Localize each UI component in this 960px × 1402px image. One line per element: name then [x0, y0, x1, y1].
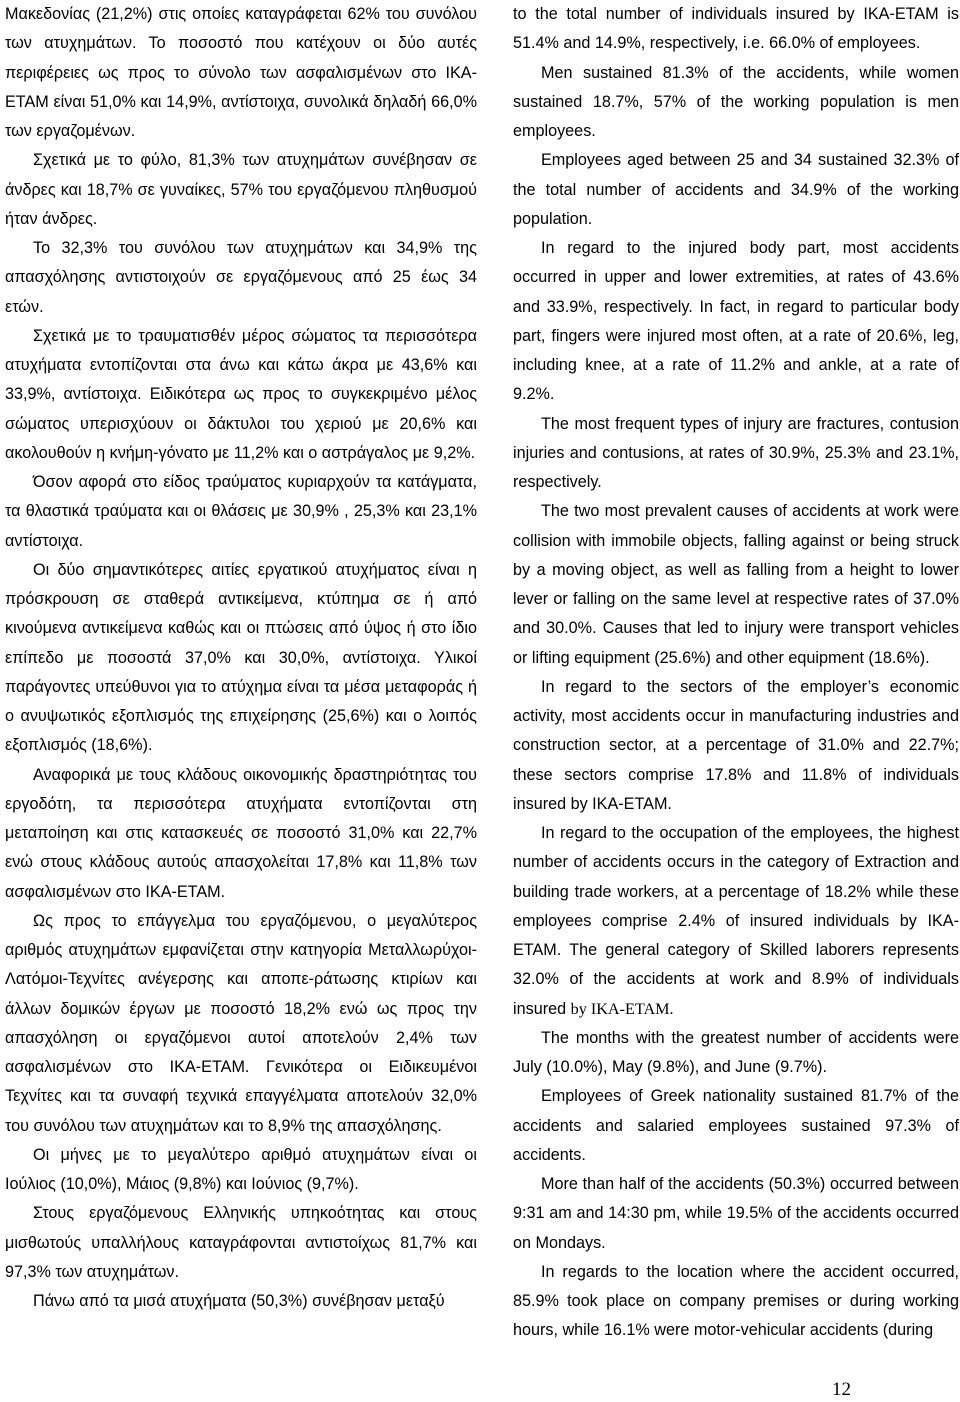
- greek-paragraph-1: Μακεδονίας (21,2%) στις οποίες καταγράφεται 62% του συνόλου των ατυχημάτων. Το ποσοστό που κατέχουν οι δύο αυτές περιφέρειες ως προς το σύνολο των ασφαλισμένων στο ΙΚΑ-ΕΤΑΜ είναι 51,0% και 14,9%, αντίστοιχα, συνολικά δηλαδή 66,0% των εργαζομένων.: [5, 5, 477, 140]
- english-paragraph-8: [513, 819, 959, 1024]
- english-paragraph-12: In regards to the location where the accident occurred, 85.9% took place on company premises or during working hours, while 16.1% were motor-vehicular accidents (during: [513, 1262, 959, 1340]
- english-paragraph-11: More than half of the accidents (50.3%) occurred between 9:31 am and 14:30 pm, while 19.5% of the accidents occurred on Mondays.: [513, 1175, 959, 1252]
- greek-paragraph-7: Αναφορικά με τους κλάδους οικονομικής δραστηριότητας του εργοδότη, τα περισσότερα ατυχήματα εντοπίζονται στη μεταποίηση και στις κατασκευές σε ποσοστό 31,0% και 22,7% ενώ στους κλάδους αυτούς απασχολείται 17,8% και 11,8% των ασφαλισμένων στο ΙΚΑ-ΕΤΑΜ.: [5, 765, 477, 901]
- english-column: [513, 0, 959, 1346]
- greek-paragraph-10: Στους εργαζόμενους Ελληνικής υπηκοότητας και στους μισθωτούς υπαλλήλους καταγράφονται αντιστοίχως 81,7% και 97,3% των ατυχημάτων.: [5, 1204, 477, 1281]
- english-paragraph-4: In regard to the injured body part, most accidents occurred in upper and lower extremities, at rates of 43.6% and 33.9%, respectively. In fact, in regard to particular body part, fingers were injured most often, at a rate of 20.6%, leg, including knee, at a rate of 11.2% and ankle, at a rate of 9.2%.: [513, 239, 959, 404]
- greek-paragraph-8: Ως προς το επάγγελμα του εργαζόμενου, ο μεγαλύτερος αριθμός ατυχημάτων εμφανίζεται στην κατηγορία Μεταλλωρύχοι-Λατόμοι-Τεχνίτες ανέγερσης και αποπε-ράτωσης κτιρίων και άλλων δομικών έργων με ποσοστό 18,2% ενώ ως προς την απασχόληση οι εργαζόμενοι αυτοί αποτελούν 2,4% των ασφαλισμένων στο ΙΚΑ-ΕΤΑΜ. Γενικότερα οι Ειδικευμένοι Τεχνίτες και τα συναφή τεχνικά επαγγέλματα αποτελούν 32,0% του συνόλου των ατυχημάτων και το 8,9% της απασχόλησης.: [5, 911, 477, 1135]
- english-paragraph-2: Men sustained 81.3% of the accidents, while women sustained 18.7%, 57% of the working population is men employees.: [513, 63, 959, 140]
- english-paragraph-6: The two most prevalent causes of accidents at work were collision with immobile objects, falling against or being struck by a moving object, as well as falling from a height to lower lever or falling on the same level at respective rates of 37.0% and 30.0%. Causes that led to injury were transport vehicles or lifting equipment (25.6%) and other equipment (18.6%).: [513, 502, 959, 667]
- page-number: 12: [832, 1379, 851, 1400]
- greek-paragraph-3: Το 32,3% του συνόλου των ατυχημάτων και 34,9% της απασχόλησης αντιστοιχούν σε εργαζόμενους από 25 έως 34 ετών.: [5, 239, 477, 316]
- english-paragraph-1: to the total number of individuals insured by IKA-ETAM is 51.4% and 14.9%, respectively, i.e. 66.0% of employees.: [513, 5, 959, 53]
- greek-paragraph-5: Όσον αφορά στο είδος τραύματος κυριαρχούν τα κατάγματα, τα θλαστικά τραύματα και οι θλάσεις με 30,9% , 25,3% και 23,1% αντίστοιχα.: [5, 473, 477, 550]
- english-paragraph-10: Employees of Greek nationality sustained 81.7% of the accidents and salaried employees sustained 97.3% of accidents.: [513, 1087, 959, 1164]
- greek-paragraph-9: Οι μήνες με το μεγαλύτερο αριθμό ατυχημάτων είναι οι Ιούλιος (10,0%), Μάιος (9,8%) και Ιούνιος (9,7%).: [5, 1145, 477, 1193]
- english-paragraph-7: In regard to the sectors of the employer’s economic activity, most accidents occur in manufacturing industries and construction sector, at a percentage of 31.0% and 22.7%; these sectors comprise 17.8% and 11.8% of individuals insured by IKA-ETAM.: [513, 677, 959, 813]
- greek-paragraph-4: Σχετικά με το τραυματισθέν μέρος σώματος τα περισσότερα ατυχήματα εντοπίζονται στα άνω και κάτω άκρα με 43,6% και 33,9%, αντίστοιχα. Ειδικότερα ως προς το συγκεκριμένο μέλος σώματος υπερισχύουν οι δάκτυλοι του χεριού με 20,6% και ακολουθούν η κνήμη-γόνατο με 11,2% και ο αστράγαλος με 9,2%.: [5, 326, 477, 462]
- greek-column: [5, 0, 477, 1316]
- greek-paragraph-6: Οι δύο σημαντικότερες αιτίες εργατικού ατυχήματος είναι η πρόσκρουση σε σταθερά αντικείμενα, κτύπημα σε ή από κινούμενα αντικείμενα καθώς και οι πτώσεις από ύψος ή στο ίδιο επίπεδο με ποσοστά 37,0% και 30,0%, αντίστοιχα. Υλικοί παράγοντες υπεύθυνοι για το ατύχημα είναι τα μέσα μεταφοράς ή ο ανυψωτικός εξοπλισμός της επιχείρησης (25,6%) και ο λοιπός εξοπλισμός (18,6%).: [5, 560, 477, 755]
- english-paragraph-8-serif-text: by IKA-ETAM.: [570, 999, 674, 1018]
- english-paragraph-9: The months with the greatest number of accidents were July (10.0%), May (9.8%), and June (9.7%).: [513, 1028, 959, 1076]
- greek-paragraph-11: Πάνω από τα μισά ατυχήματα (50,3%) συνέβησαν μεταξύ: [33, 1292, 445, 1310]
- greek-paragraph-2: Σχετικά με το φύλο, 81,3% των ατυχημάτων συνέβησαν σε άνδρες και 18,7% σε γυναίκες, 57% του εργαζόμενου πληθυσμού ήταν άνδρες.: [5, 151, 477, 228]
- english-paragraph-3: Employees aged between 25 and 34 sustained 32.3% of the total number of accidents and 34.9% of the working population.: [513, 151, 959, 228]
- english-paragraph-5: The most frequent types of injury are fractures, contusion injuries and contusions, at rates of 30.9%, 25.3% and 23.1%, respectively.: [513, 414, 959, 491]
- english-paragraph-8-text: In regard to the occupation of the employees, the highest number of accidents occurs in the category of Extraction and building trade workers, at a percentage of 18.2% while these employees comprise 2.4% of insured individuals by IKA-ETAM. The general category of Skilled laborers represents 32.0% of the accidents at work and 8.9% of individuals insured: [513, 824, 959, 1018]
